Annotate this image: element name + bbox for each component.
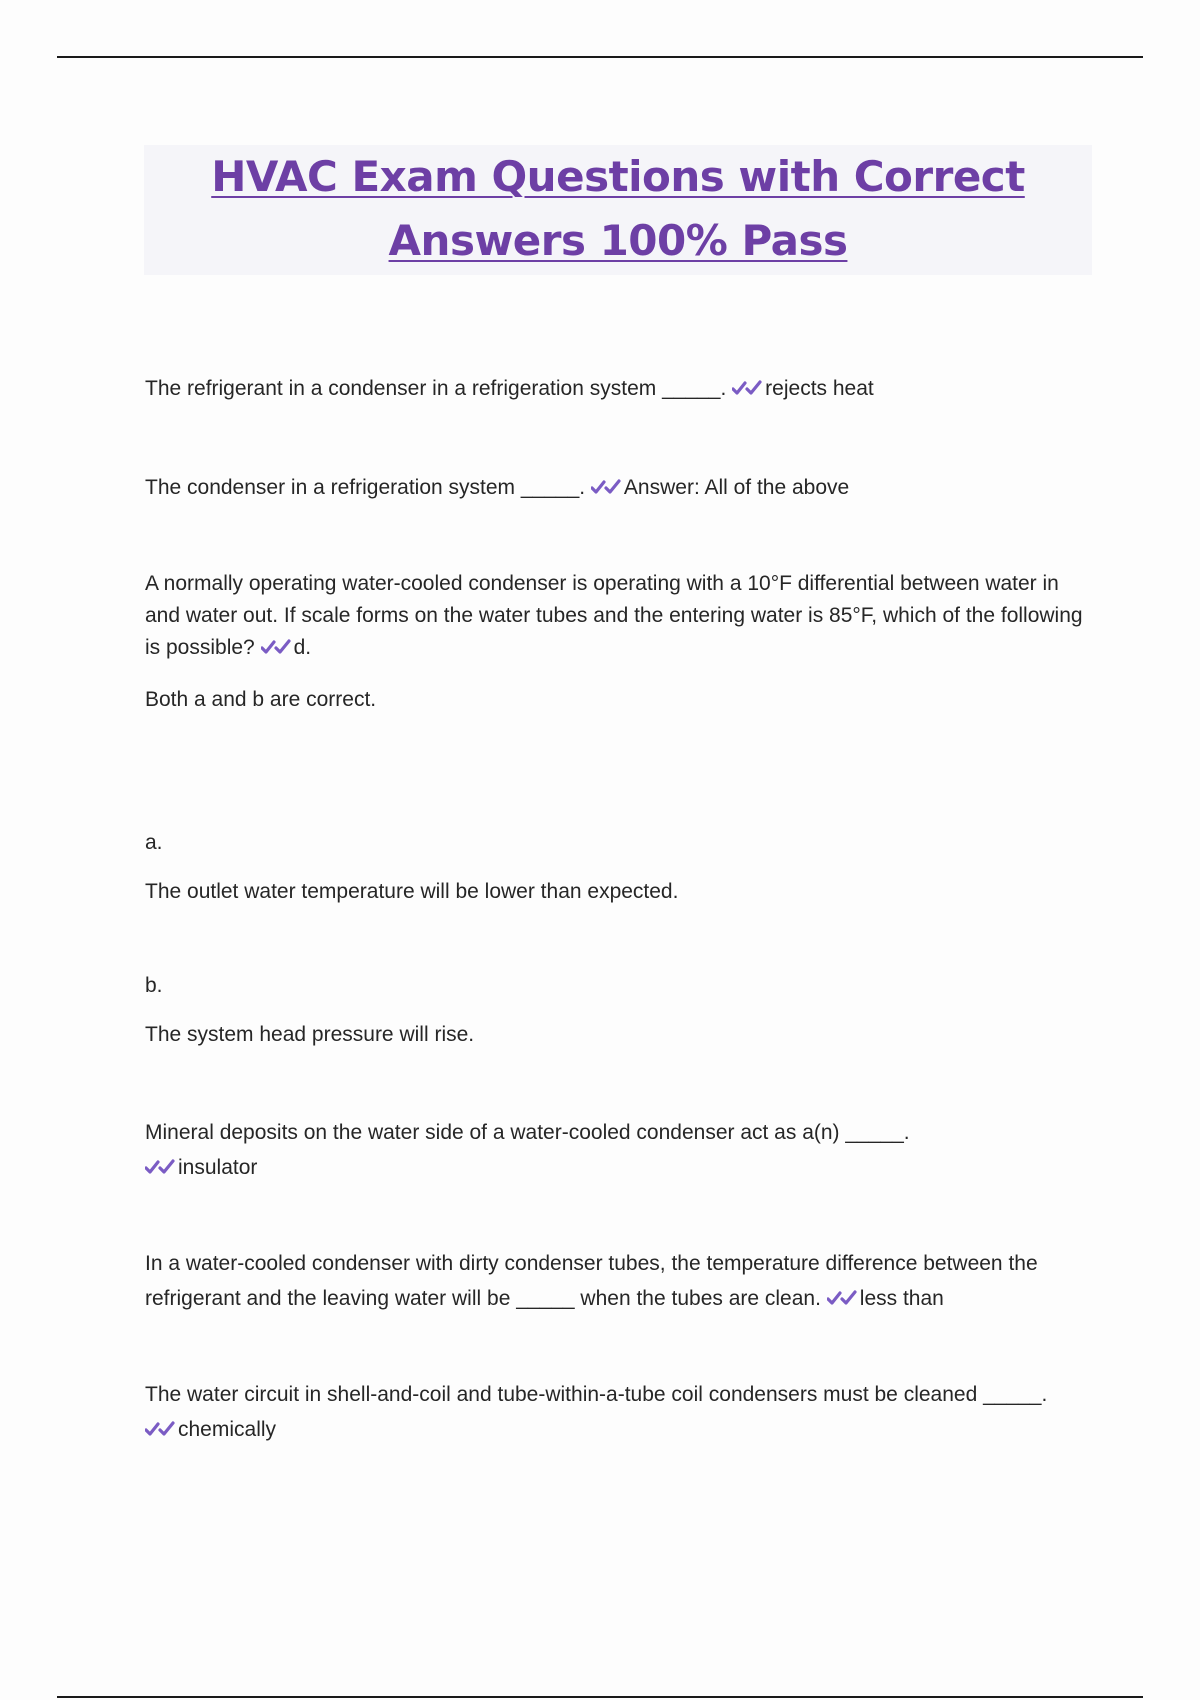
qa-item-4 bbox=[145, 1115, 1085, 1185]
check-icon bbox=[827, 1288, 857, 1308]
option-a-label: a. bbox=[145, 831, 163, 854]
qa-item-2 bbox=[145, 471, 1085, 504]
option-b-label: b. bbox=[145, 974, 163, 997]
title-line-2: Answers 100% Pass bbox=[388, 216, 848, 265]
check-icon bbox=[145, 1419, 175, 1439]
title-banner bbox=[144, 145, 1092, 275]
question-text: A normally operating water-cooled condenser is operating with a 10°F differential between water in and water out. If scale forms on the water tubes and the entering water is 85°F, which of the following is possible? bbox=[145, 572, 1083, 659]
answer-text: less than bbox=[859, 1287, 944, 1310]
qa-item-3 bbox=[145, 568, 1085, 664]
qa-item-6 bbox=[145, 1377, 1085, 1447]
question-text: The water circuit in shell-and-coil and tube-within-a-tube coil condensers must be cleaned _____. bbox=[145, 1383, 1048, 1406]
option-b-text: The system head pressure will rise. bbox=[145, 1023, 475, 1046]
option-a-text: The outlet water temperature will be lower than expected. bbox=[145, 880, 679, 903]
answer-text: rejects heat bbox=[765, 377, 874, 400]
answer-text: insulator bbox=[178, 1156, 258, 1179]
title-line-1: HVAC Exam Questions with Correct bbox=[211, 152, 1025, 201]
question-text: The condenser in a refrigeration system _____. bbox=[145, 476, 586, 499]
check-icon bbox=[732, 378, 762, 398]
check-icon bbox=[591, 477, 621, 497]
check-icon bbox=[145, 1157, 175, 1177]
question-text: Mineral deposits on the water side of a water-cooled condenser act as a(n) _____. bbox=[145, 1121, 910, 1144]
question-text: In a water-cooled condenser with dirty condenser tubes, the temperature difference between the refrigerant and the leaving water will be _____ when the tubes are clean. bbox=[145, 1252, 1038, 1310]
answer-text: d. bbox=[293, 636, 312, 659]
qa-item-5 bbox=[145, 1246, 1085, 1316]
answer-text: Answer: All of the above bbox=[623, 476, 850, 499]
answer-text: chemically bbox=[178, 1418, 277, 1441]
question-text: The refrigerant in a condenser in a refrigeration system _____. bbox=[145, 377, 727, 400]
header-rule bbox=[57, 56, 1143, 58]
check-icon bbox=[261, 637, 291, 657]
footer-rule bbox=[57, 1696, 1143, 1698]
qa-item-1 bbox=[145, 372, 1085, 405]
answer-followup: Both a and b are correct. bbox=[145, 688, 377, 711]
